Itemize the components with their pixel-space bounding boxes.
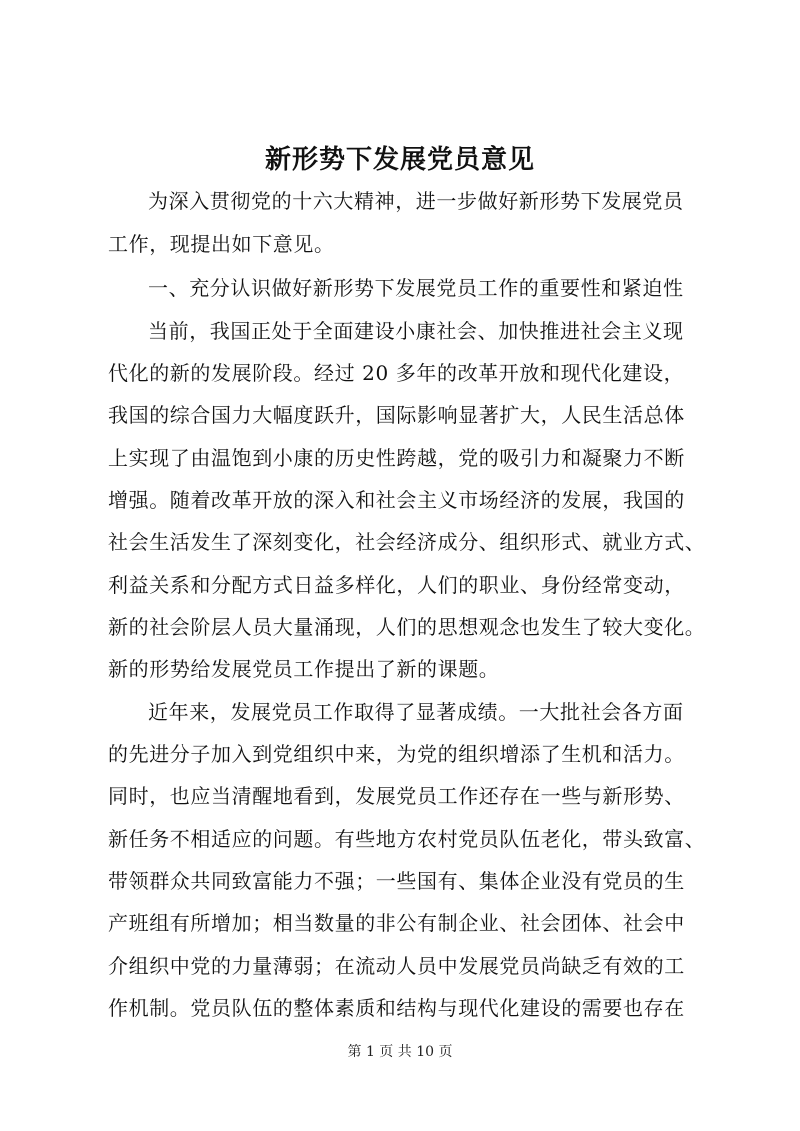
section-heading: 一、充分认识做好新形势下发展党员工作的重要性和紧迫性 (148, 276, 684, 300)
text-line: 带领群众共同致富能力不强；一些国有、集体企业没有党员的生 (108, 869, 685, 893)
text-line: 上实现了由温饱到小康的历史性跨越，党的吸引力和凝聚力不断 (108, 446, 685, 470)
text-line: 的先进分子加入到党组织中来，为党的组织增添了生机和活力。 (108, 742, 685, 766)
text-line: 产班组有所增加；相当数量的非公有制企业、社会团体、社会中 (108, 911, 685, 935)
page-number: 第 1 页 共 10 页 (347, 1044, 453, 1060)
text-line: 我国的综合国力大幅度跃升，国际影响显著扩大，人民生活总体 (108, 403, 685, 427)
text-line: 近年来，发展党员工作取得了显著成绩。一大批社会各方面 (148, 700, 684, 724)
text-line: 增强。随着改革开放的深入和社会主义市场经济的发展，我国的 (108, 488, 685, 512)
text-line: 工作，现提出如下意见。 (108, 232, 335, 256)
text-line: 作机制。党员队伍的整体素质和结构与现代化建设的需要也存在 (108, 996, 685, 1020)
text-line: 新的社会阶层人员大量涌现，人们的思想观念也发生了较大变化。 (108, 615, 706, 639)
text-line: 新任务不相适应的问题。有些地方农村党员队伍老化，带头致富、 (108, 827, 706, 851)
text-line: 代化的新的发展阶段。经过 20 多年的改革开放和现代化建设， (108, 361, 685, 385)
text-line: 介组织中党的力量薄弱；在流动人员中发展党员尚缺乏有效的工 (108, 954, 685, 978)
text-line: 新的形势给发展党员工作提出了新的课题。 (108, 657, 500, 681)
text-line: 同时，也应当清醒地看到，发展党员工作还存在一些与新形势、 (108, 784, 685, 808)
document-title: 新形势下发展党员意见 (264, 145, 535, 175)
text-line: 当前，我国正处于全面建设小康社会、加快推进社会主义现 (148, 319, 684, 343)
text-line: 为深入贯彻党的十六大精神，进一步做好新形势下发展党员 (148, 189, 684, 213)
text-line: 社会生活发生了深刻变化，社会经济成分、组织形式、就业方式、 (108, 530, 706, 554)
text-line: 利益关系和分配方式日益多样化，人们的职业、身份经常变动， (108, 573, 685, 597)
